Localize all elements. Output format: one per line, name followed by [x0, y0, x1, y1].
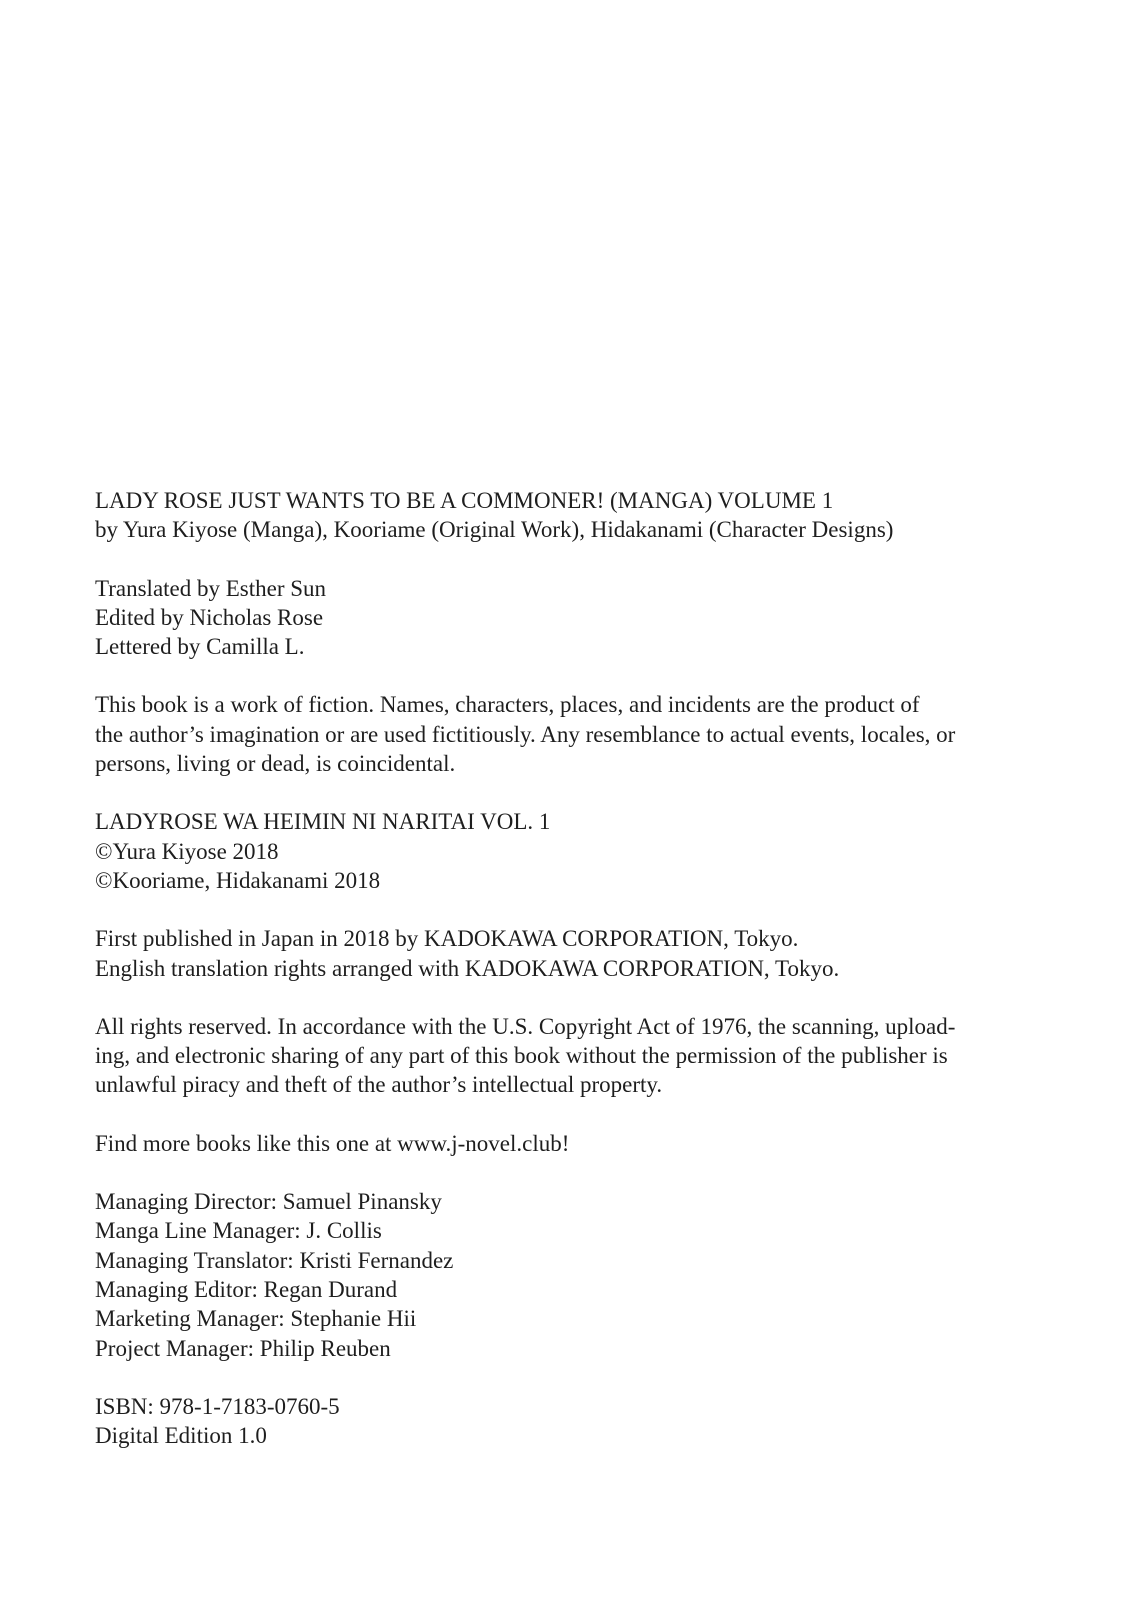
rights-notice-line: All rights reserved. In accordance with the U.S. Copyright Act of 1976, the scanning, upload- [95, 1013, 956, 1039]
book-byline: by Yura Kiyose (Manga), Kooriame (Original Work), Hidakanami (Character Designs) [95, 517, 894, 543]
editor-credit: Edited by Nicholas Rose [95, 604, 324, 630]
staff-line: Managing Director: Samuel Pinansky [95, 1189, 442, 1215]
book-title: LADY ROSE JUST WANTS TO BE A COMMONER! (MANGA) VOLUME 1 [95, 488, 834, 513]
edition-block [95, 1392, 1015, 1451]
digital-edition-line: Digital Edition 1.0 [95, 1423, 267, 1449]
translator-credit: Translated by Esther Sun [95, 575, 327, 601]
staff-line: Marketing Manager: Stephanie Hii [95, 1306, 417, 1332]
fiction-notice-line: the author’s imagination or are used fictitiously. Any resemblance to actual events, locales, or [95, 721, 956, 747]
title-block [95, 486, 1015, 545]
staff-line: Project Manager: Philip Reuben [95, 1335, 391, 1361]
translation-rights-line: English translation rights arranged with KADOKAWA CORPORATION, Tokyo. [95, 955, 840, 981]
website-line: Find more books like this one at www.j-novel.club! [95, 1130, 570, 1156]
fiction-notice [95, 690, 1015, 778]
fiction-notice-line: persons, living or dead, is coincidental. [95, 751, 456, 777]
isbn-line: ISBN: 978-1-7183-0760-5 [95, 1393, 340, 1419]
staff-line: Managing Editor: Regan Durand [95, 1276, 398, 1302]
website-block [95, 1129, 1015, 1158]
rights-notice-line: ing, and electronic sharing of any part of this book without the permission of the publisher is [95, 1043, 948, 1069]
rights-notice [95, 1012, 1015, 1100]
staff-line: Manga Line Manager: J. Collis [95, 1218, 382, 1244]
fiction-notice-line: This book is a work of fiction. Names, characters, places, and incidents are the product of [95, 692, 920, 718]
letterer-credit: Lettered by Camilla L. [95, 634, 305, 660]
staff-line: Managing Translator: Kristi Fernandez [95, 1247, 454, 1273]
publication-block [95, 924, 1015, 983]
copyright-line: ©Kooriame, Hidakanami 2018 [95, 867, 381, 893]
original-title: LADYROSE WA HEIMIN NI NARITAI VOL. 1 [95, 809, 551, 835]
original-work-block [95, 807, 1015, 895]
credits-block [95, 574, 1015, 662]
copyright-page [95, 486, 1015, 1479]
rights-notice-line: unlawful piracy and theft of the author’s intellectual property. [95, 1072, 663, 1098]
copyright-line: ©Yura Kiyose 2018 [95, 838, 279, 864]
staff-block [95, 1187, 1015, 1363]
first-published-line: First published in Japan in 2018 by KADOKAWA CORPORATION, Tokyo. [95, 926, 799, 952]
